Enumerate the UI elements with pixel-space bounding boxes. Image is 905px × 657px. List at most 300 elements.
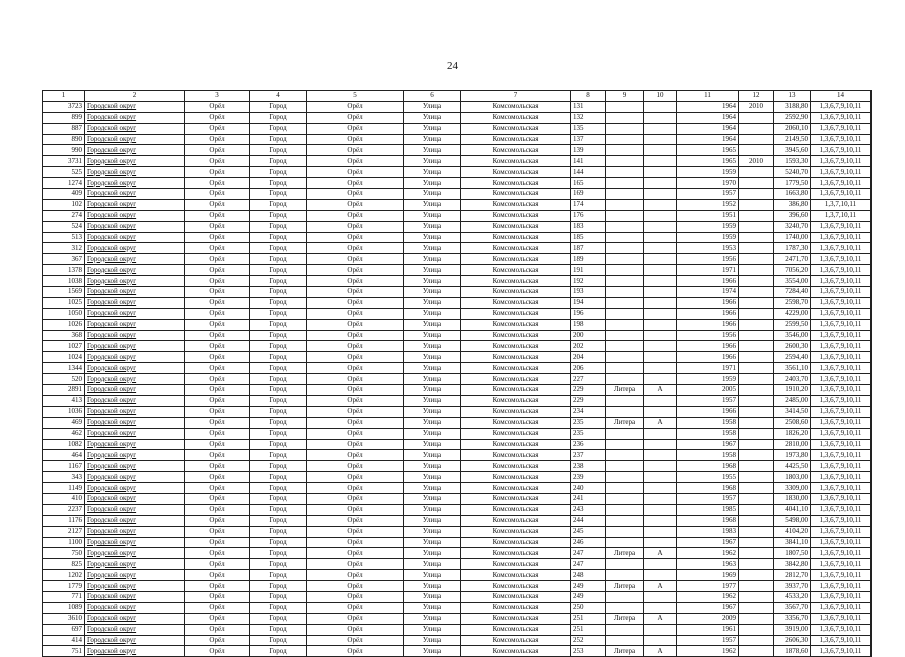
table-cell-col-11: 1966 bbox=[677, 319, 739, 330]
table-cell-col-7: Комсомольская bbox=[461, 515, 571, 526]
table-cell-col-11: 1966 bbox=[677, 308, 739, 319]
register-table bbox=[42, 90, 872, 657]
table-cell-col-9 bbox=[606, 308, 644, 319]
table-cell-col-14: 1,3,6,7,9,10,11 bbox=[811, 461, 871, 472]
table-cell-col-3: Орёл bbox=[185, 308, 250, 319]
table-cell-col-3: Орёл bbox=[185, 646, 250, 657]
table-cell-col-10: А bbox=[644, 581, 677, 592]
table-cell-col-6: Улица bbox=[404, 221, 461, 232]
table-cell-col-7: Комсомольская bbox=[461, 221, 571, 232]
table-cell-col-10: А bbox=[644, 385, 677, 396]
table-cell-col-6: Улица bbox=[404, 265, 461, 276]
table-cell-col-6: Улица bbox=[404, 199, 461, 210]
table-cell-col-3: Орёл bbox=[185, 210, 250, 221]
table-cell-col-1: 464 bbox=[43, 450, 85, 461]
table-cell-col-15 bbox=[871, 493, 872, 504]
table-cell-col-3: Орёл bbox=[185, 189, 250, 200]
table-cell-col-12 bbox=[739, 189, 774, 200]
table-cell-col-9 bbox=[606, 624, 644, 635]
table-cell-col-15 bbox=[871, 156, 872, 167]
table-cell-col-14: 1,3,6,7,9,10,11 bbox=[811, 189, 871, 200]
table-cell-col-6: Улица bbox=[404, 624, 461, 635]
table-cell-col-14: 1,3,6,7,9,10,11 bbox=[811, 232, 871, 243]
table-cell-col-6: Улица bbox=[404, 559, 461, 570]
table-cell-col-7: Комсомольская bbox=[461, 123, 571, 134]
table-cell-col-4: Город bbox=[250, 123, 307, 134]
table-cell-col-3: Орёл bbox=[185, 395, 250, 406]
table-cell-col-9 bbox=[606, 243, 644, 254]
table-cell-col-5: Орёл bbox=[307, 189, 404, 200]
table-cell-col-15 bbox=[871, 515, 872, 526]
table-cell-col-1: 1100 bbox=[43, 537, 85, 548]
table-cell-col-3: Орёл bbox=[185, 112, 250, 123]
table-cell-col-14: 1,3,6,7,9,10,11 bbox=[811, 548, 871, 559]
table-cell-col-9 bbox=[606, 232, 644, 243]
table-cell-col-12 bbox=[739, 559, 774, 570]
table-cell-col-12 bbox=[739, 602, 774, 613]
table-cell-col-3: Орёл bbox=[185, 406, 250, 417]
table-cell-col-1: 1036 bbox=[43, 406, 85, 417]
table-cell-col-12 bbox=[739, 352, 774, 363]
table-row bbox=[43, 581, 872, 592]
table-cell-col-9 bbox=[606, 287, 644, 298]
column-header-7: 7 bbox=[461, 91, 571, 102]
table-cell-col-15 bbox=[871, 319, 872, 330]
table-cell-col-14: 1,3,6,7,9,10,11 bbox=[811, 450, 871, 461]
table-cell-col-1: 1167 bbox=[43, 461, 85, 472]
table-cell-col-4: Город bbox=[250, 472, 307, 483]
table-cell-col-4: Город bbox=[250, 145, 307, 156]
table-cell-col-9 bbox=[606, 374, 644, 385]
table-cell-col-14: 1,3,6,7,9,10,11 bbox=[811, 123, 871, 134]
table-cell-col-1: 899 bbox=[43, 112, 85, 123]
table-cell-col-4: Город bbox=[250, 450, 307, 461]
table-cell-col-8: 132 bbox=[571, 112, 606, 123]
table-cell-col-11: 1967 bbox=[677, 602, 739, 613]
table-cell-col-5: Орёл bbox=[307, 363, 404, 374]
table-cell-col-10 bbox=[644, 461, 677, 472]
table-cell-col-2: Городской округ bbox=[85, 581, 185, 592]
table-cell-col-6: Улица bbox=[404, 308, 461, 319]
table-cell-col-9 bbox=[606, 439, 644, 450]
table-cell-col-9 bbox=[606, 145, 644, 156]
table-cell-col-5: Орёл bbox=[307, 417, 404, 428]
table-cell-col-10 bbox=[644, 112, 677, 123]
table-cell-col-4: Город bbox=[250, 646, 307, 657]
table-cell-col-6: Улица bbox=[404, 330, 461, 341]
table-cell-col-10 bbox=[644, 504, 677, 515]
table-cell-col-10 bbox=[644, 493, 677, 504]
table-cell-col-8: 189 bbox=[571, 254, 606, 265]
table-row bbox=[43, 439, 872, 450]
table-cell-col-11: 1964 bbox=[677, 101, 739, 112]
table-cell-col-13: 3356,70 bbox=[774, 613, 811, 624]
table-cell-col-8: 202 bbox=[571, 341, 606, 352]
table-cell-col-5: Орёл bbox=[307, 526, 404, 537]
table-row bbox=[43, 483, 872, 494]
table-cell-col-3: Орёл bbox=[185, 613, 250, 624]
table-cell-col-6: Улица bbox=[404, 341, 461, 352]
table-cell-col-15 bbox=[871, 123, 872, 134]
table-cell-col-6: Улица bbox=[404, 461, 461, 472]
table-cell-col-4: Город bbox=[250, 156, 307, 167]
table-cell-col-1: 1202 bbox=[43, 570, 85, 581]
table-cell-col-7: Комсомольская bbox=[461, 461, 571, 472]
table-cell-col-14: 1,3,6,7,9,10,11 bbox=[811, 178, 871, 189]
table-cell-col-12 bbox=[739, 145, 774, 156]
table-cell-col-6: Улица bbox=[404, 450, 461, 461]
table-cell-col-10 bbox=[644, 243, 677, 254]
table-cell-col-8: 247 bbox=[571, 559, 606, 570]
table-cell-col-10 bbox=[644, 297, 677, 308]
table-cell-col-12 bbox=[739, 428, 774, 439]
table-cell-col-13: 1910,20 bbox=[774, 385, 811, 396]
table-cell-col-12 bbox=[739, 199, 774, 210]
table-cell-col-7: Комсомольская bbox=[461, 145, 571, 156]
table-cell-col-3: Орёл bbox=[185, 178, 250, 189]
table-cell-col-15 bbox=[871, 189, 872, 200]
table-cell-col-12 bbox=[739, 504, 774, 515]
table-cell-col-15 bbox=[871, 461, 872, 472]
table-cell-col-12 bbox=[739, 297, 774, 308]
table-cell-col-7: Комсомольская bbox=[461, 297, 571, 308]
table-cell-col-14: 1,3,6,7,9,10,11 bbox=[811, 352, 871, 363]
table-cell-col-5: Орёл bbox=[307, 624, 404, 635]
table-cell-col-4: Город bbox=[250, 515, 307, 526]
table-cell-col-12 bbox=[739, 287, 774, 298]
table-cell-col-4: Город bbox=[250, 210, 307, 221]
table-cell-col-7: Комсомольская bbox=[461, 385, 571, 396]
table-cell-col-8: 200 bbox=[571, 330, 606, 341]
table-cell-col-14: 1,3,6,7,9,10,11 bbox=[811, 363, 871, 374]
table-cell-col-12 bbox=[739, 548, 774, 559]
table-cell-col-9: Литера bbox=[606, 417, 644, 428]
table-cell-col-8: 137 bbox=[571, 134, 606, 145]
table-cell-col-11: 1961 bbox=[677, 624, 739, 635]
table-cell-col-13: 4533,20 bbox=[774, 591, 811, 602]
table-cell-col-15 bbox=[871, 308, 872, 319]
table-cell-col-2: Городской округ bbox=[85, 591, 185, 602]
table-cell-col-2: Городской округ bbox=[85, 319, 185, 330]
table-cell-col-13: 3309,00 bbox=[774, 483, 811, 494]
table-cell-col-2: Городской округ bbox=[85, 526, 185, 537]
table-cell-col-4: Город bbox=[250, 374, 307, 385]
table-cell-col-3: Орёл bbox=[185, 450, 250, 461]
table-cell-col-1: 469 bbox=[43, 417, 85, 428]
table-cell-col-10 bbox=[644, 559, 677, 570]
table-cell-col-5: Орёл bbox=[307, 199, 404, 210]
table-cell-col-9 bbox=[606, 330, 644, 341]
table-cell-col-9 bbox=[606, 156, 644, 167]
table-row bbox=[43, 352, 872, 363]
table-cell-col-13: 386,80 bbox=[774, 199, 811, 210]
table-cell-col-9 bbox=[606, 352, 644, 363]
table-row bbox=[43, 406, 872, 417]
table-cell-col-12 bbox=[739, 526, 774, 537]
table-cell-col-2: Городской округ bbox=[85, 385, 185, 396]
table-cell-col-2: Городской округ bbox=[85, 395, 185, 406]
table-cell-col-11: 1958 bbox=[677, 450, 739, 461]
table-cell-col-2: Городской округ bbox=[85, 308, 185, 319]
table-cell-col-1: 367 bbox=[43, 254, 85, 265]
table-cell-col-1: 771 bbox=[43, 591, 85, 602]
table-cell-col-1: 751 bbox=[43, 646, 85, 657]
table-cell-col-15 bbox=[871, 428, 872, 439]
table-cell-col-5: Орёл bbox=[307, 428, 404, 439]
table-cell-col-12 bbox=[739, 591, 774, 602]
table-cell-col-13: 2810,00 bbox=[774, 439, 811, 450]
table-cell-col-9 bbox=[606, 395, 644, 406]
table-cell-col-2: Городской округ bbox=[85, 199, 185, 210]
table-cell-col-2: Городской округ bbox=[85, 221, 185, 232]
table-cell-col-7: Комсомольская bbox=[461, 646, 571, 657]
table-cell-col-3: Орёл bbox=[185, 232, 250, 243]
table-cell-col-6: Улица bbox=[404, 472, 461, 483]
table-cell-col-10 bbox=[644, 254, 677, 265]
table-row bbox=[43, 297, 872, 308]
table-cell-col-4: Город bbox=[250, 428, 307, 439]
table-cell-col-2: Городской округ bbox=[85, 156, 185, 167]
table-cell-col-11: 1966 bbox=[677, 276, 739, 287]
table-cell-col-10 bbox=[644, 210, 677, 221]
table-cell-col-12 bbox=[739, 635, 774, 646]
table-cell-col-13: 1787,30 bbox=[774, 243, 811, 254]
table-cell-col-2: Городской округ bbox=[85, 493, 185, 504]
table-row bbox=[43, 330, 872, 341]
table-cell-col-13: 2403,70 bbox=[774, 374, 811, 385]
table-cell-col-12 bbox=[739, 483, 774, 494]
table-cell-col-8: 206 bbox=[571, 363, 606, 374]
table-cell-col-1: 410 bbox=[43, 493, 85, 504]
table-cell-col-8: 234 bbox=[571, 406, 606, 417]
table-row bbox=[43, 548, 872, 559]
table-cell-col-14: 1,3,6,7,9,10,11 bbox=[811, 276, 871, 287]
table-cell-col-2: Городской округ bbox=[85, 461, 185, 472]
table-cell-col-3: Орёл bbox=[185, 504, 250, 515]
table-row bbox=[43, 243, 872, 254]
table-row bbox=[43, 591, 872, 602]
table-cell-col-15 bbox=[871, 287, 872, 298]
table-cell-col-4: Город bbox=[250, 276, 307, 287]
table-cell-col-6: Улица bbox=[404, 276, 461, 287]
table-cell-col-3: Орёл bbox=[185, 265, 250, 276]
table-cell-col-15 bbox=[871, 450, 872, 461]
table-cell-col-6: Улица bbox=[404, 243, 461, 254]
table-cell-col-15 bbox=[871, 635, 872, 646]
table-cell-col-8: 240 bbox=[571, 483, 606, 494]
table-cell-col-5: Орёл bbox=[307, 515, 404, 526]
table-cell-col-3: Орёл bbox=[185, 341, 250, 352]
table-cell-col-9: Литера bbox=[606, 548, 644, 559]
table-cell-col-15 bbox=[871, 374, 872, 385]
table-row bbox=[43, 199, 872, 210]
table-cell-col-7: Комсомольская bbox=[461, 602, 571, 613]
table-cell-col-13: 3554,00 bbox=[774, 276, 811, 287]
table-cell-col-13: 3240,70 bbox=[774, 221, 811, 232]
table-cell-col-1: 990 bbox=[43, 145, 85, 156]
table-cell-col-2: Городской округ bbox=[85, 483, 185, 494]
table-cell-col-5: Орёл bbox=[307, 319, 404, 330]
table-cell-col-4: Город bbox=[250, 559, 307, 570]
table-cell-col-2: Городской округ bbox=[85, 624, 185, 635]
table-cell-col-2: Городской округ bbox=[85, 112, 185, 123]
table-cell-col-12 bbox=[739, 363, 774, 374]
table-cell-col-7: Комсомольская bbox=[461, 406, 571, 417]
table-cell-col-5: Орёл bbox=[307, 504, 404, 515]
table-cell-col-15 bbox=[871, 395, 872, 406]
table-row bbox=[43, 254, 872, 265]
table-cell-col-13: 1807,50 bbox=[774, 548, 811, 559]
table-cell-col-7: Комсомольская bbox=[461, 493, 571, 504]
table-cell-col-3: Орёл bbox=[185, 515, 250, 526]
table-cell-col-6: Улица bbox=[404, 406, 461, 417]
table-cell-col-13: 3841,10 bbox=[774, 537, 811, 548]
table-cell-col-6: Улица bbox=[404, 232, 461, 243]
table-cell-col-3: Орёл bbox=[185, 439, 250, 450]
table-cell-col-14: 1,3,6,7,9,10,11 bbox=[811, 581, 871, 592]
table-cell-col-1: 3610 bbox=[43, 613, 85, 624]
table-cell-col-9 bbox=[606, 450, 644, 461]
table-cell-col-3: Орёл bbox=[185, 145, 250, 156]
table-cell-col-15 bbox=[871, 417, 872, 428]
table-cell-col-2: Городской округ bbox=[85, 635, 185, 646]
table-cell-col-13: 2508,60 bbox=[774, 417, 811, 428]
table-cell-col-4: Город bbox=[250, 352, 307, 363]
table-cell-col-14: 1,3,6,7,9,10,11 bbox=[811, 428, 871, 439]
table-cell-col-11: 1955 bbox=[677, 472, 739, 483]
table-cell-col-13: 1593,30 bbox=[774, 156, 811, 167]
table-row bbox=[43, 101, 872, 112]
table-cell-col-10 bbox=[644, 450, 677, 461]
table-cell-col-15 bbox=[871, 472, 872, 483]
table-cell-col-14: 1,3,6,7,9,10,11 bbox=[811, 493, 871, 504]
table-cell-col-3: Орёл bbox=[185, 156, 250, 167]
table-cell-col-11: 1966 bbox=[677, 341, 739, 352]
register-table-container bbox=[42, 90, 871, 657]
table-cell-col-7: Комсомольская bbox=[461, 341, 571, 352]
table-cell-col-11: 1964 bbox=[677, 112, 739, 123]
table-cell-col-9 bbox=[606, 363, 644, 374]
table-cell-col-11: 1968 bbox=[677, 515, 739, 526]
table-cell-col-8: 238 bbox=[571, 461, 606, 472]
table-cell-col-8: 236 bbox=[571, 439, 606, 450]
table-row bbox=[43, 450, 872, 461]
table-cell-col-3: Орёл bbox=[185, 254, 250, 265]
table-cell-col-9 bbox=[606, 297, 644, 308]
table-cell-col-2: Городской округ bbox=[85, 134, 185, 145]
table-cell-col-8: 198 bbox=[571, 319, 606, 330]
table-cell-col-4: Город bbox=[250, 134, 307, 145]
table-cell-col-4: Город bbox=[250, 504, 307, 515]
table-cell-col-1: 274 bbox=[43, 210, 85, 221]
table-cell-col-6: Улица bbox=[404, 428, 461, 439]
table-cell-col-7: Комсомольская bbox=[461, 395, 571, 406]
table-cell-col-1: 3731 bbox=[43, 156, 85, 167]
table-cell-col-14: 1,3,6,7,9,10,11 bbox=[811, 417, 871, 428]
table-cell-col-10 bbox=[644, 428, 677, 439]
table-cell-col-7: Комсомольская bbox=[461, 417, 571, 428]
table-cell-col-1: 1089 bbox=[43, 602, 85, 613]
table-cell-col-5: Орёл bbox=[307, 559, 404, 570]
table-row bbox=[43, 461, 872, 472]
table-cell-col-13: 1830,00 bbox=[774, 493, 811, 504]
table-cell-col-7: Комсомольская bbox=[461, 101, 571, 112]
table-cell-col-13: 1779,50 bbox=[774, 178, 811, 189]
table-cell-col-5: Орёл bbox=[307, 254, 404, 265]
table-cell-col-15 bbox=[871, 297, 872, 308]
table-cell-col-10 bbox=[644, 602, 677, 613]
table-row bbox=[43, 526, 872, 537]
table-cell-col-10 bbox=[644, 374, 677, 385]
table-cell-col-15 bbox=[871, 646, 872, 657]
table-cell-col-4: Город bbox=[250, 287, 307, 298]
table-cell-col-11: 1953 bbox=[677, 243, 739, 254]
table-cell-col-3: Орёл bbox=[185, 243, 250, 254]
table-cell-col-11: 1967 bbox=[677, 537, 739, 548]
table-cell-col-11: 1957 bbox=[677, 395, 739, 406]
table-cell-col-1: 2237 bbox=[43, 504, 85, 515]
table-cell-col-9 bbox=[606, 341, 644, 352]
table-cell-col-1: 1378 bbox=[43, 265, 85, 276]
table-cell-col-7: Комсомольская bbox=[461, 613, 571, 624]
table-cell-col-14: 1,3,6,7,9,10,11 bbox=[811, 526, 871, 537]
table-cell-col-12 bbox=[739, 178, 774, 189]
table-cell-col-4: Город bbox=[250, 101, 307, 112]
table-cell-col-8: 251 bbox=[571, 613, 606, 624]
table-cell-col-15 bbox=[871, 581, 872, 592]
table-cell-col-5: Орёл bbox=[307, 232, 404, 243]
table-cell-col-7: Комсомольская bbox=[461, 428, 571, 439]
table-cell-col-7: Комсомольская bbox=[461, 363, 571, 374]
table-cell-col-7: Комсомольская bbox=[461, 319, 571, 330]
table-cell-col-13: 4104,20 bbox=[774, 526, 811, 537]
table-cell-col-12 bbox=[739, 112, 774, 123]
table-cell-col-10 bbox=[644, 145, 677, 156]
table-cell-col-3: Орёл bbox=[185, 374, 250, 385]
table-cell-col-7: Комсомольская bbox=[461, 167, 571, 178]
table-cell-col-7: Комсомольская bbox=[461, 265, 571, 276]
table-cell-col-4: Город bbox=[250, 319, 307, 330]
table-cell-col-5: Орёл bbox=[307, 123, 404, 134]
column-header-11: 11 bbox=[677, 91, 739, 102]
table-cell-col-7: Комсомольская bbox=[461, 330, 571, 341]
table-cell-col-15 bbox=[871, 254, 872, 265]
table-cell-col-8: 183 bbox=[571, 221, 606, 232]
table-cell-col-12 bbox=[739, 385, 774, 396]
table-cell-col-12 bbox=[739, 624, 774, 635]
table-cell-col-3: Орёл bbox=[185, 591, 250, 602]
table-cell-col-7: Комсомольская bbox=[461, 232, 571, 243]
table-cell-col-8: 249 bbox=[571, 581, 606, 592]
table-cell-col-1: 102 bbox=[43, 199, 85, 210]
table-cell-col-9 bbox=[606, 483, 644, 494]
table-cell-col-4: Город bbox=[250, 548, 307, 559]
table-cell-col-3: Орёл bbox=[185, 352, 250, 363]
table-cell-col-7: Комсомольская bbox=[461, 570, 571, 581]
table-row bbox=[43, 265, 872, 276]
table-cell-col-10 bbox=[644, 515, 677, 526]
table-cell-col-3: Орёл bbox=[185, 134, 250, 145]
table-cell-col-6: Улица bbox=[404, 123, 461, 134]
table-cell-col-7: Комсомольская bbox=[461, 308, 571, 319]
table-cell-col-5: Орёл bbox=[307, 308, 404, 319]
table-cell-col-2: Городской округ bbox=[85, 472, 185, 483]
table-cell-col-4: Город bbox=[250, 395, 307, 406]
table-cell-col-8: 194 bbox=[571, 297, 606, 308]
table-cell-col-15 bbox=[871, 243, 872, 254]
table-cell-col-2: Городской округ bbox=[85, 504, 185, 515]
table-cell-col-1: 1024 bbox=[43, 352, 85, 363]
